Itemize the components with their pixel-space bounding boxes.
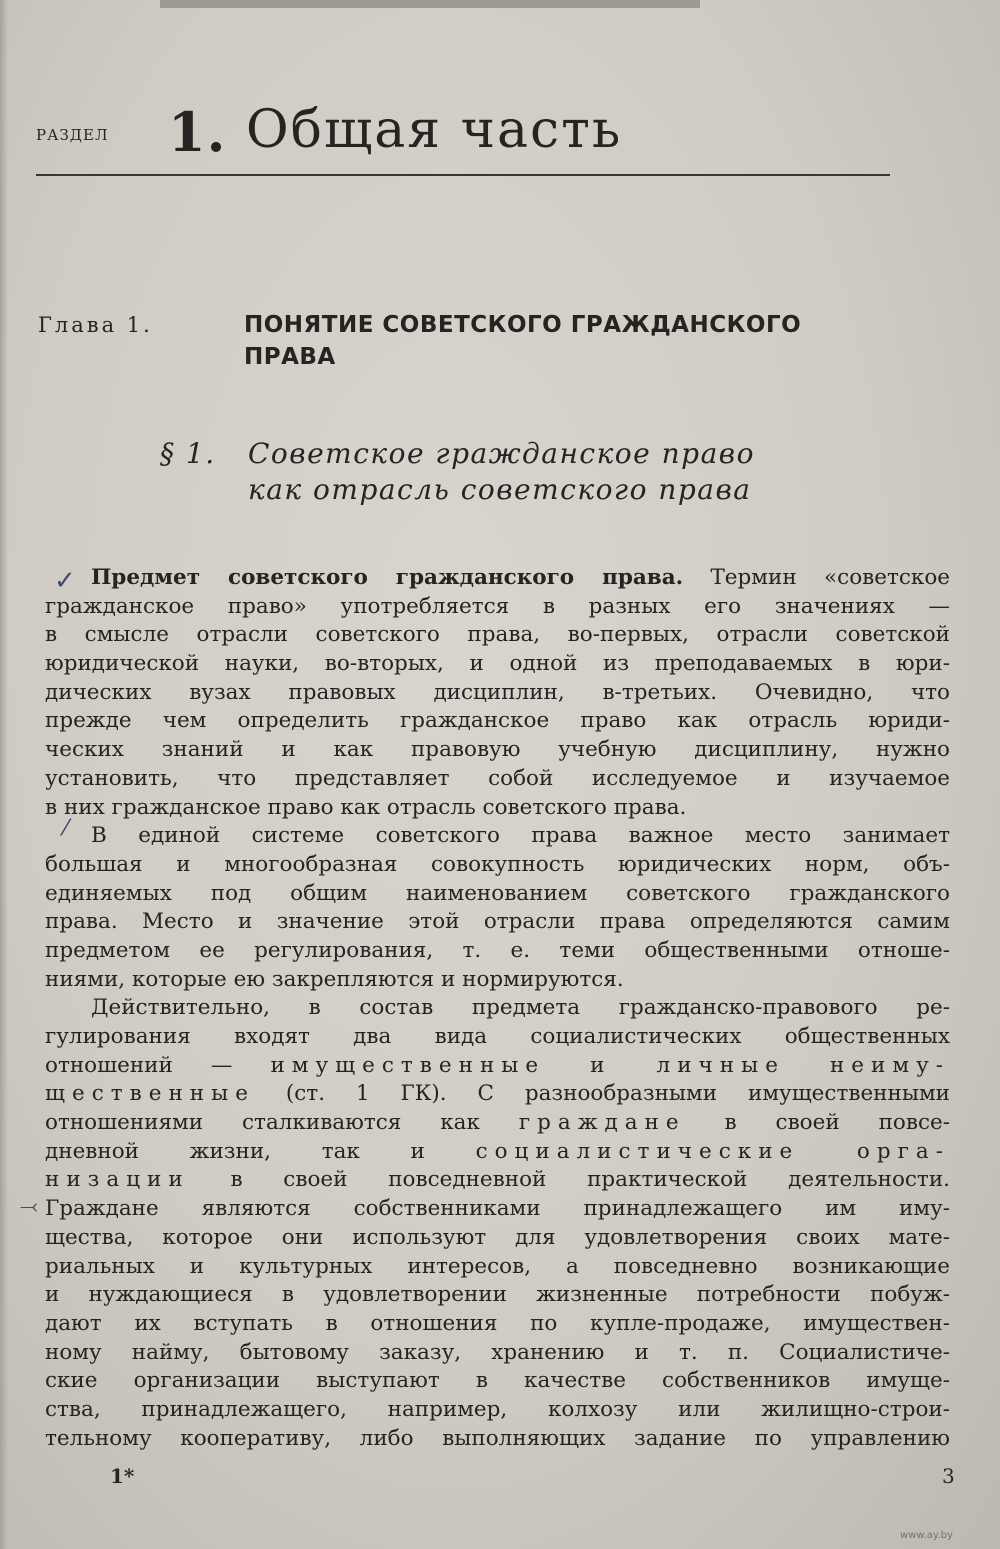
text-line <box>45 1166 950 1195</box>
spaced-emphasis: щественные <box>45 1081 255 1107</box>
paragraph-title-line: Советское гражданское право <box>248 437 755 470</box>
text-line: гулирования входят два вида социалистических общественных <box>45 1024 950 1049</box>
text-line: щества, которое они используют для удовлетворения своих мате- <box>45 1224 950 1250</box>
section-rule <box>36 174 890 176</box>
text-line: Действительно, в состав предмета гражданско-правового ре- <box>91 995 950 1021</box>
text-line <box>45 1080 950 1109</box>
body-text <box>45 564 950 1453</box>
text-fragment: в своей повседневной практической деятельности. <box>189 1167 950 1193</box>
text-line: единяемых под общим наименованием советского гражданского <box>45 880 950 906</box>
text-line: ские организации выступают в качестве собственников имуще- <box>45 1368 950 1394</box>
text-line: права. Место и значение этой отрасли права определяются самим <box>45 909 950 935</box>
spaced-emphasis: низации <box>45 1167 190 1193</box>
pen-arrow-mark-icon: ⤙ <box>20 1194 38 1219</box>
text-line: Граждане являются собственниками принадлежащего им иму- <box>45 1196 950 1222</box>
chapter-title-line: ПРАВА <box>244 344 336 370</box>
text-fragment: отношениями сталкиваются как <box>45 1110 519 1136</box>
text-line: дических вузах правовых дисциплин, в-третьих. Очевидно, что <box>45 679 950 705</box>
text-line: прежде чем определить гражданское право как отрасль юриди- <box>45 708 950 734</box>
section-label: РАЗДЕЛ <box>36 126 109 144</box>
text-line <box>45 1138 950 1167</box>
spaced-emphasis: граждане <box>518 1110 686 1136</box>
chapter-label: Глава 1. <box>38 313 153 337</box>
text-line: ному найму, бытовому заказу, хранению и т. п. Социалистиче- <box>45 1339 950 1365</box>
text-fragment: в своей повсе- <box>685 1110 950 1136</box>
pen-stroke-mark-icon: ⁄ <box>64 816 68 841</box>
text-line: в них гражданское право как отрасль советского права. <box>45 794 687 820</box>
text-line <box>45 564 950 593</box>
text-line: установить, что представляет собой исследуемое и изучаемое <box>45 765 950 791</box>
text-line: в смысле отрасли советского права, во-первых, отрасли советской <box>45 622 950 648</box>
text-line: риальных и культурных интересов, а повседневно возникающие <box>45 1253 950 1279</box>
text-line: дают их вступать в отношения по купле-продаже, имуществен- <box>45 1310 950 1336</box>
text-line <box>45 1052 950 1081</box>
page-edge-shadow-left <box>0 0 8 1549</box>
text-line: ства, принадлежащего, например, колхозу или жилищно-строи- <box>45 1396 950 1422</box>
text-line: ниями, которые ею закрепляются и нормируются. <box>45 966 624 992</box>
printer-signature-mark: 1* <box>110 1464 135 1488</box>
text-line: юридической науки, во-вторых, и одной из преподаваемых в юри- <box>45 651 950 677</box>
text-line <box>45 1109 950 1138</box>
spaced-emphasis: социалистические орга- <box>475 1138 950 1164</box>
text-line: предметом ее регулирования, т. е. теми общественными отноше- <box>45 937 950 963</box>
page-number: 3 <box>942 1464 955 1488</box>
paragraph-title-line: как отрасль советского права <box>248 473 752 506</box>
spaced-emphasis: имущественные и личные неиму- <box>270 1052 950 1078</box>
text-fragment: (ст. 1 ГК). С разнообразными имущественными <box>254 1081 950 1107</box>
paragraph-number: § 1. <box>160 437 216 470</box>
text-line: и нуждающиеся в удовлетворении жизненные потребности побуж- <box>45 1282 950 1308</box>
text-fragment: дневной жизни, так и <box>45 1138 476 1164</box>
section-number: 1. <box>168 100 227 164</box>
text-line: большая и многообразная совокупность юридических норм, объ- <box>45 851 950 877</box>
site-watermark: www.ay.by <box>900 1530 953 1541</box>
chapter-title <box>244 309 864 373</box>
text-fragment: Термин «советское <box>683 565 951 590</box>
text-fragment: отношений — <box>45 1052 271 1078</box>
paragraph-heading <box>160 436 760 508</box>
text-line: тельному кооперативу, либо выполняющих задание по управлению <box>45 1425 950 1451</box>
text-line: ческих знаний и как правовую учебную дисциплину, нужно <box>45 737 950 763</box>
bold-lead-in: Предмет советского гражданского права. <box>91 565 684 590</box>
chapter-title-line: ПОНЯТИЕ СОВЕТСКОГО ГРАЖДАНСКОГО <box>244 312 802 338</box>
pen-check-mark-icon: ✓ <box>54 566 76 596</box>
text-line: В единой системе советского права важное место занимает <box>91 823 950 849</box>
section-title: Общая часть <box>246 100 623 160</box>
page-edge-shadow-top <box>160 0 700 8</box>
text-line: гражданское право» употребляется в разных его значениях — <box>45 593 950 619</box>
